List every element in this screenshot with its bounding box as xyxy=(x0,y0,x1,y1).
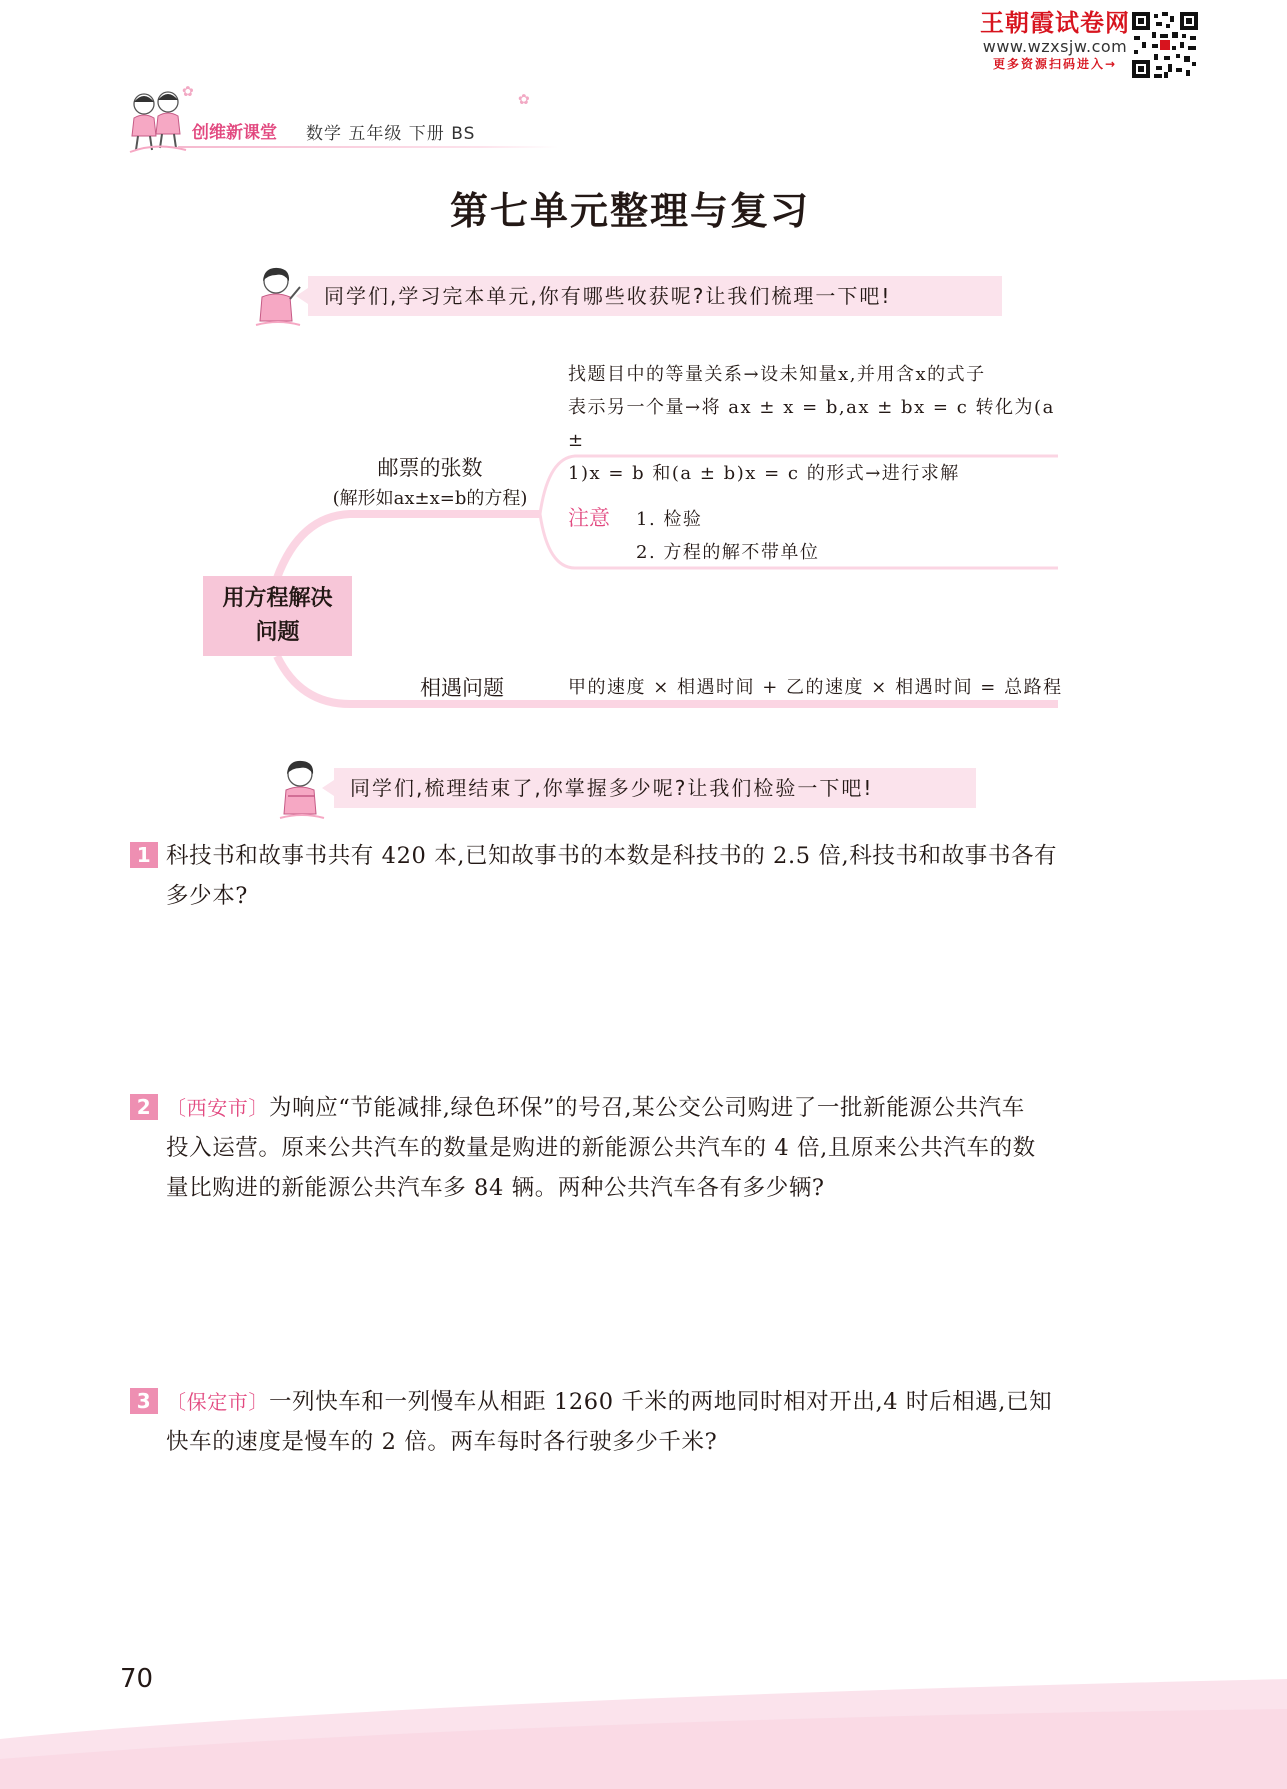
review-banner-text: 同学们,梳理结束了,你掌握多少呢?让我们检验一下吧! xyxy=(350,776,874,800)
solving-steps-line: 找题目中的等量关系→设未知量x,并用含x的式子 xyxy=(568,364,986,385)
intro-banner-text: 同学们,学习完本单元,你有哪些收获呢?让我们梳理一下吧! xyxy=(324,284,892,308)
page-title: 第七单元整理与复习 xyxy=(449,189,810,233)
solving-steps xyxy=(568,358,1068,490)
question-text: 投入运营。原来公共汽车的数量是购进的新能源公共汽车的 4 倍,且原来公共汽车的数 xyxy=(166,1135,1036,1161)
branch-stamps-sublabel: (解形如ax±x=b的方程) xyxy=(332,488,528,509)
meeting-formula: 甲的速度 × 相遇时间 + 乙的速度 × 相遇时间 = 总路程 xyxy=(568,677,1063,698)
question-text: 一列快车和一列慢车从相距 1260 千米的两地同时相对开出,4 时后相遇,已知 xyxy=(269,1389,1053,1415)
brand-tip: 更多资源扫码进入→ xyxy=(992,57,1118,71)
question-text: 为响应“节能减排,绿色环保”的号召,某公交公司购进了一批新能源公共汽车 xyxy=(269,1095,1025,1121)
question-text: 多少本? xyxy=(166,883,248,909)
page-number: 70 xyxy=(120,1664,154,1694)
flower-icon: ✿ xyxy=(518,92,530,108)
question-number: 1 xyxy=(130,842,158,868)
solving-steps-line: 1)x = b 和(a ± b)x = c 的形式→进行求解 xyxy=(568,463,960,484)
flower-icon: ✿ xyxy=(182,84,194,100)
branch-meeting-label: 相遇问题 xyxy=(420,676,504,700)
question-text: 量比购进的新能源公共汽车多 84 辆。两种公共汽车各有多少辆? xyxy=(166,1175,825,1201)
question-1 xyxy=(130,836,1130,916)
series-name: 创维新课堂 xyxy=(192,123,277,143)
solving-steps-line: 表示另一个量→将 ax ± x = b,ax ± bx = c 转化为(a ± xyxy=(568,397,1055,451)
note-label: 注意 xyxy=(568,506,610,530)
mindmap-root-line1: 用方程解决 xyxy=(222,586,333,611)
brand-url[interactable]: www.wzxsjw.com xyxy=(982,37,1128,56)
question-number: 3 xyxy=(130,1388,158,1414)
question-number: 2 xyxy=(130,1094,158,1120)
question-text: 科技书和故事书共有 420 本,已知故事书的本数是科技书的 2.5 倍,科技书和故事书各有 xyxy=(166,843,1058,869)
question-source-tag: 〔保定市〕 xyxy=(166,1390,269,1414)
note-item-no-unit: 2. 方程的解不带单位 xyxy=(636,542,820,563)
question-3 xyxy=(130,1382,1130,1462)
review-banner xyxy=(334,768,976,808)
question-text: 快车的速度是慢车的 2 倍。两车每时各行驶多少千米? xyxy=(166,1429,718,1455)
brand-name: 王朝霞试卷网 xyxy=(980,9,1130,37)
branch-stamps-label: 邮票的张数 xyxy=(377,456,483,480)
mindmap-root-line2: 问题 xyxy=(255,620,300,645)
note-item-check: 1. 检验 xyxy=(636,509,703,530)
footer-wave xyxy=(0,1679,1287,1789)
question-2 xyxy=(130,1088,1130,1208)
mindmap-root xyxy=(203,576,352,656)
note-items xyxy=(636,503,819,569)
subject-info: 数学 五年级 下册 BS xyxy=(306,124,476,144)
question-source-tag: 〔西安市〕 xyxy=(166,1096,269,1120)
